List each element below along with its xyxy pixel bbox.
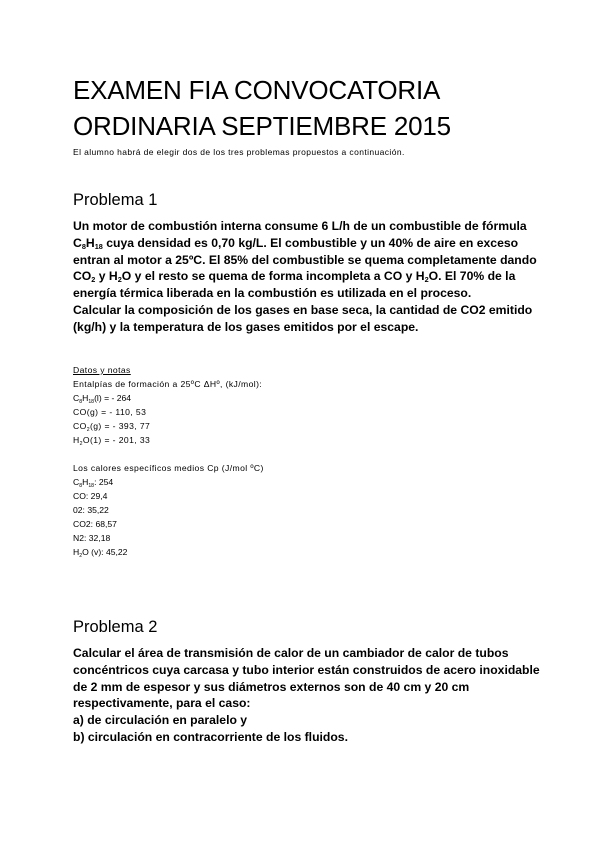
problem-1-paragraph-2: Calcular la composición de los gases en base seca, la cantidad de CO2 emitido (kg/h) y la temperatura de los gases emitidos por el escape. <box>73 302 533 334</box>
enthalpy-c8h18: $C_8H_{18}(l)$ = - 264 <box>73 393 132 405</box>
title-line-1: EXAMEN FIA CONVOCATORIA <box>73 75 441 105</box>
cp-n2: N2: 32,18 <box>73 533 111 543</box>
problem-1-heading: Problema 1 <box>73 191 158 209</box>
enthalpy-title: Entalpías de formación a 25ºC ΔHº, (kJ/mol): <box>73 379 263 389</box>
problem-1-statement <box>73 218 543 336</box>
notes-heading: Datos y notas <box>73 365 131 375</box>
data-notes <box>73 363 264 559</box>
problem-1-paragraph-1: Un motor de combustión interna consume 6 L/h de un combustible de fórmula $C_8H_{18}$ cuya densidad es 0,70 kg/L. El combustible y un 40% de aire en exceso entran al motor a 25ºC. El 85% del combustible se quema completamente dando $CO_2$ y $H_2O$ y el resto se quema de forma incompleta a CO y $H_2O$. El 70% de la energía térmica liberada en la combustión es utilizada en el proceso. <box>73 219 537 301</box>
problem-2-paragraph: Calcular el área de transmisión de calor de un cambiador de calor de tubos concéntricos cuya carcasa y tubo interior están construidos de acero inoxidable de 2 mm de espesor y sus diámetros externos son de 40 cm y 20 cm respectivamente, para el caso: <box>73 646 540 711</box>
problem-2-case-a: a) de circulación en paralelo y <box>73 713 248 728</box>
enthalpy-h2o: $H_2O(1)$ = - 201, 33 <box>73 435 151 447</box>
cp-h2o: $H_2O$ (v): 45,22 <box>73 547 128 559</box>
cp-title: Los calores específicos medios Cp (J/mol ºC) <box>73 463 264 473</box>
cp-o2: 02: 35,22 <box>73 505 109 515</box>
problem-2-case-b: b) circulación en contracorriente de los fluidos. <box>73 729 348 744</box>
cp-co: CO: 29,4 <box>73 491 108 501</box>
title-line-2: ORDINARIA SEPTIEMBRE 2015 <box>73 111 451 141</box>
problem-2-statement <box>73 645 543 746</box>
cp-co2: CO2: 68,57 <box>73 519 117 529</box>
cp-c8h18: $C_8H_{18}$: 254 <box>73 477 114 489</box>
intro-text: El alumno habrá de elegir dos de los tres problemas propuestos a continuación. <box>73 147 405 157</box>
problem-2-heading: Problema 2 <box>73 618 158 636</box>
enthalpy-co: CO(g) = - 110, 53 <box>73 407 147 417</box>
exam-title <box>73 72 573 144</box>
enthalpy-co2: $CO_2(g)$ = - 393, 77 <box>73 421 151 433</box>
